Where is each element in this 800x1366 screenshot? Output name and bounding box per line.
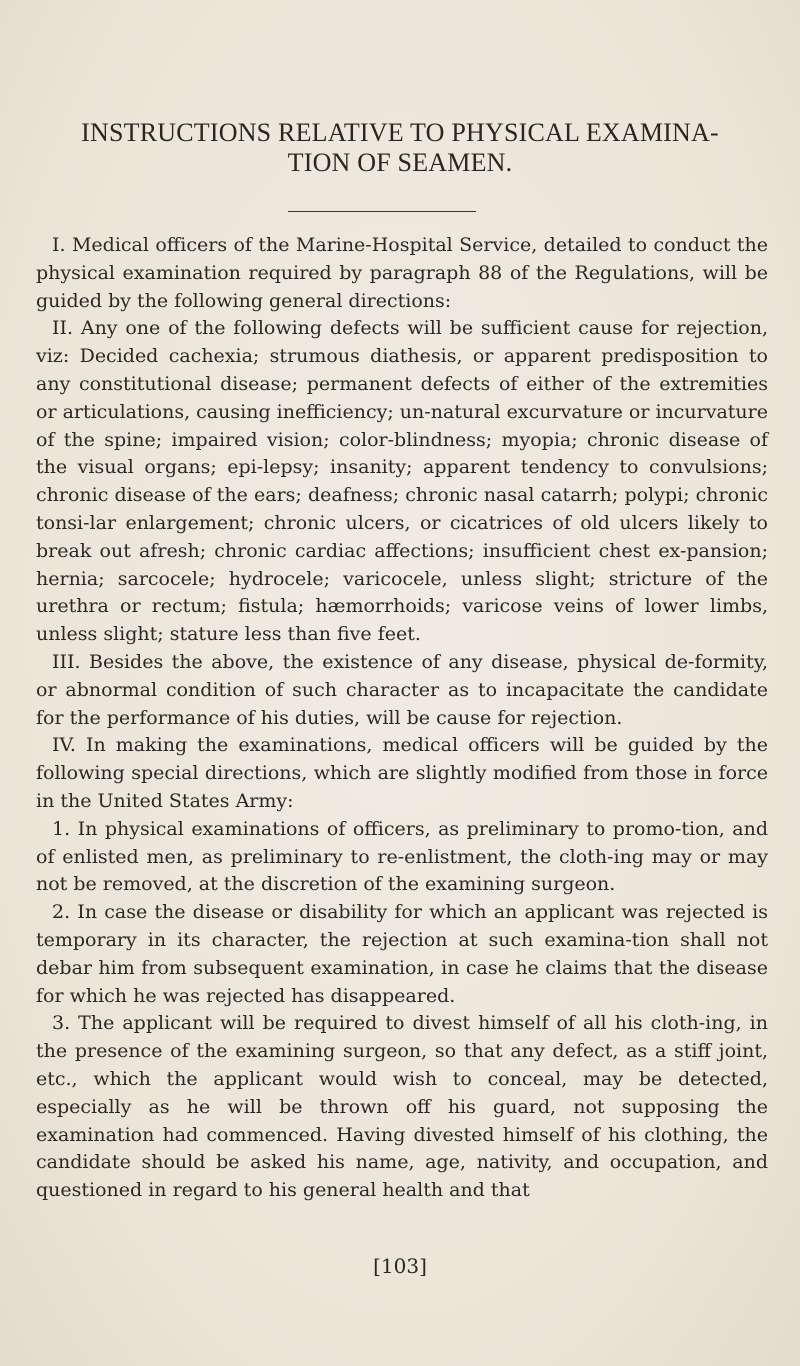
paragraph-section-1: I. Medical officers of the Marine-Hospital Service, detailed to conduct the physical examination required by paragraph 88 of the Regulations, will be guided by the following general directions: <box>36 234 768 312</box>
paragraph-item-2: 2. In case the disease or disability for which an applicant was rejected is temporary in its character, the rejection at such examina-tion shall not debar him from subsequent examination, in case he claims that the disease for which he was rejected has disappeared. <box>36 901 768 1007</box>
paragraph-section-4: IV. In making the examinations, medical officers will be guided by the following special directions, which are slightly modified from those in force in the United States Army: <box>36 734 768 812</box>
paragraph-item-1: 1. In physical examinations of officers, as preliminary to promo-tion, and of enlisted men, as preliminary to re-enlistment, the cloth-ing may or may not be removed, at the discretion of the examining surgeon. <box>36 817 768 896</box>
title-divider <box>288 211 476 212</box>
page-title <box>30 118 770 178</box>
body-text <box>36 232 768 1205</box>
paragraph-section-2: II. Any one of the following defects will be sufficient cause for rejection, viz: Decided cachexia; strumous diathesis, or apparent predisposition to any constitutional disease; permanent defects of either of the extremities or articulations, causing inefficiency; un-natural excurvature or incurvature of the spine; impaired vision; color-blindness; myopia; chronic disease of the visual organs; epi-lepsy; insanity; apparent tendency to convulsions; chronic disease of the ears; deafness; chronic nasal catarrh; polypi; chronic tonsi-lar enlargement; chronic ulcers, or cicatrices of old ulcers likely to break out afresh; chronic cardiac affections; insufficient chest ex-pansion; hernia; sarcocele; hydrocele; varicocele, unless slight; stricture of the urethra or rectum; fistula; hæmorrhoids; varicose veins of lower limbs, unless slight; stature less than five feet. <box>36 317 768 646</box>
paragraph-item-3: 3. The applicant will be required to divest himself of all his cloth-ing, in the presence of the examining surgeon, so that any defect, as a stiff joint, etc., which the applicant would wish to conceal, may be detected, especially as he will be thrown off his guard, not supposing the examination had commenced. Having divested himself of his clothing, the candidate should be asked his name, age, nativity, and occupation, and questioned in regard to his general health and that <box>36 1012 768 1202</box>
title-line-1: INSTRUCTIONS RELATIVE TO PHYSICAL EXAMINA- <box>81 118 719 147</box>
paragraph-section-3: III. Besides the above, the existence of any disease, physical de-formity, or abnormal condition of such character as to incapacitate the candidate for the performance of his duties, will be cause for rejection. <box>36 650 768 729</box>
page-number: [103] <box>373 1254 427 1278</box>
title-line-2: TION OF SEAMEN. <box>287 148 513 177</box>
